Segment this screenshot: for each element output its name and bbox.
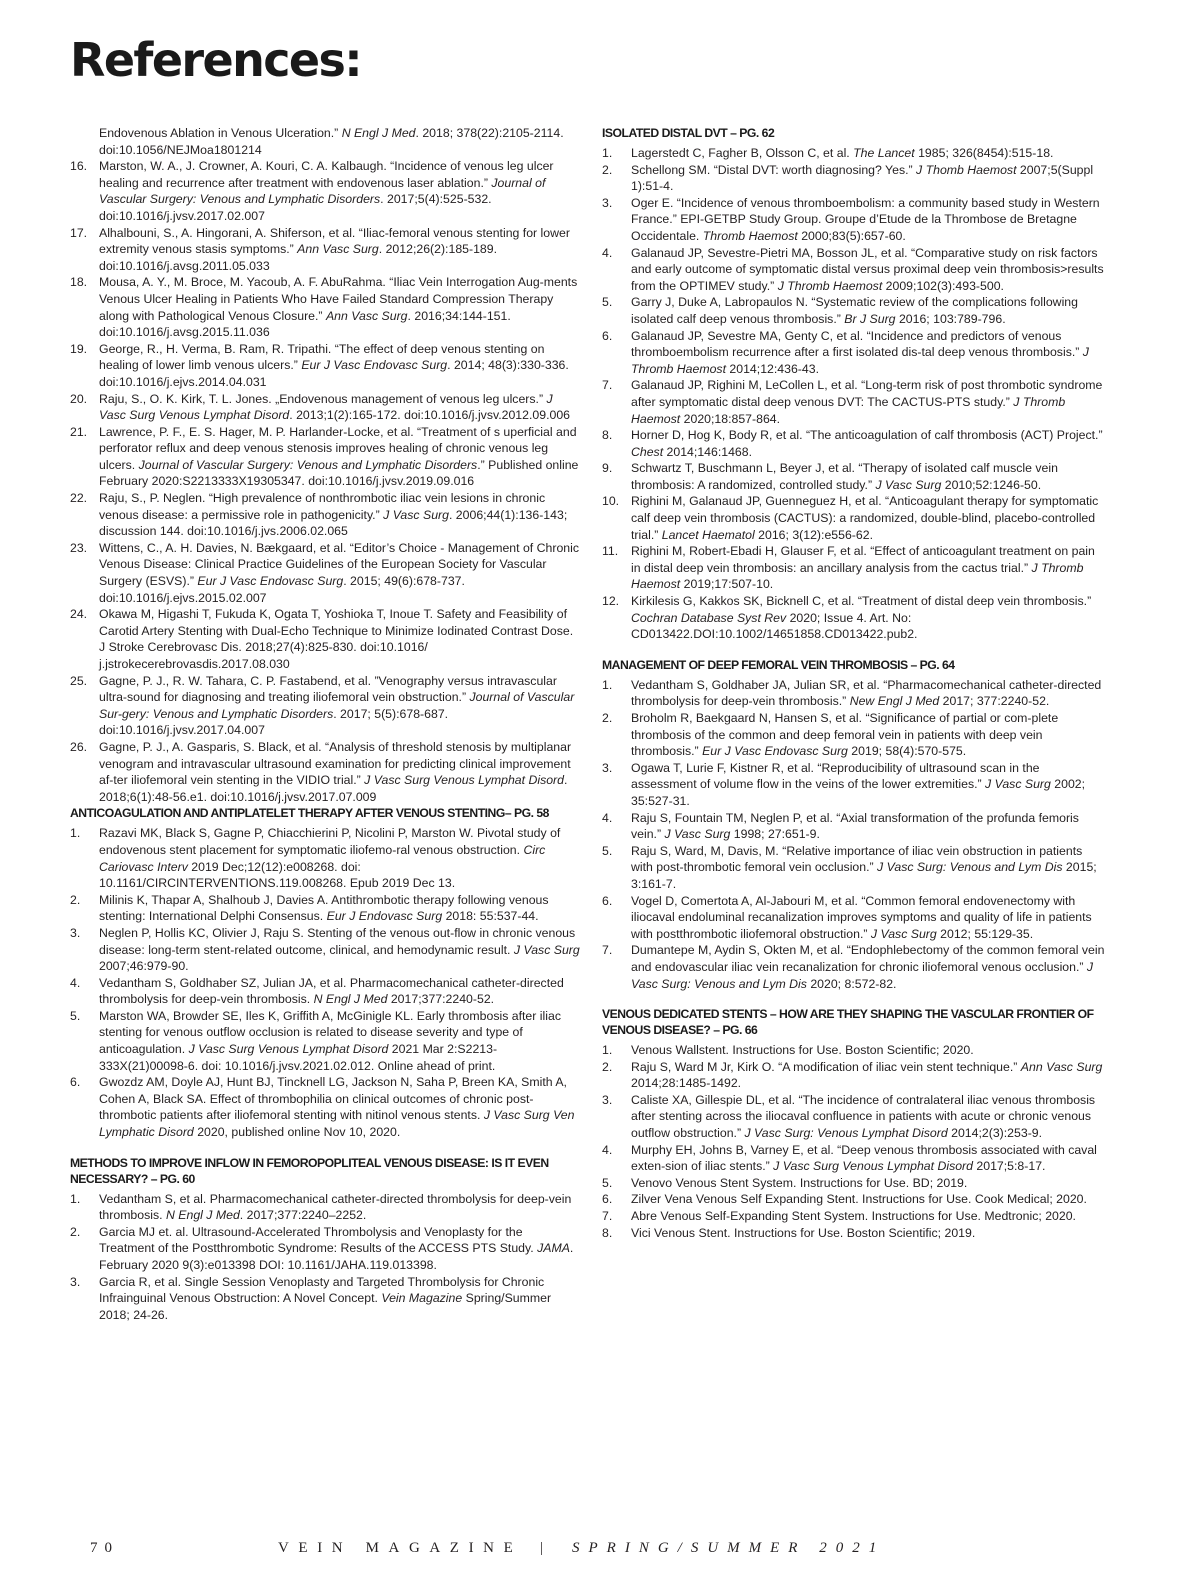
reference-item: [70, 1191, 580, 1224]
continued-reference: [70, 125, 580, 158]
ref-num: 7.: [602, 1209, 613, 1224]
ref-num: 25.: [70, 673, 88, 688]
reference-item: [602, 377, 1107, 427]
ref-text: Ogawa T, Lurie F, Kistner R, et al. “Reproducibility of ultrasound scan in the assessment of volume flow in the veins of the lower extremities.”: [631, 760, 1040, 792]
ref-num: 2.: [70, 1224, 81, 1239]
reference-item: [602, 195, 1107, 245]
reference-item: [602, 145, 1107, 162]
page-title: References:: [70, 33, 362, 87]
ref-text: Vedantham S, et al. Pharmacomechanical catheter-directed thrombolysis for deep-vein thrombosis.: [99, 1191, 572, 1223]
ref-text: Venovo Venous Stent System. Instructions for Use. BD; 2019.: [631, 1175, 968, 1190]
ref-num: 3.: [70, 925, 81, 940]
ref-num: 22.: [70, 491, 88, 506]
ref-num: 1.: [70, 1191, 81, 1206]
ref-journal: The Lancet: [853, 146, 915, 160]
reference-item: [70, 925, 580, 975]
ref-journal: J Vasc Surg Venous Lymphat Disord: [188, 1042, 389, 1057]
ref-num: 1.: [602, 1043, 613, 1058]
ref-journal: J Vasc Surg Ven Lymphatic Disord: [99, 1108, 575, 1140]
ref-num: 5.: [602, 843, 613, 858]
ref-text: Caliste XA, Gillespie DL, et al. “The incidence of contralateral iliac venous thrombosis after stenting across the iliocaval confluence in patients with acute or chronic venous outflow obstruction.”: [631, 1092, 1096, 1141]
right-column: [602, 125, 1107, 1255]
reference-item: [70, 540, 580, 606]
ref-journal: Chest: [631, 444, 664, 459]
reference-item: [602, 162, 1107, 195]
reference-section: [602, 125, 1107, 643]
section-heading: VENOUS DEDICATED STENTS – HOW ARE THEY SHAPING THE VASCULAR FRONTIER OF VENOUS DISEASE? – PG. 66: [602, 1007, 1094, 1038]
magazine-name: VEIN MAGAZINE: [278, 1540, 523, 1556]
right-sections: [602, 125, 1107, 1241]
reference-item: [70, 490, 580, 540]
ref-text: George, R., H. Verma, B. Ram, R. Tripathi. “The effect of deep venous stenting on healing of lower limb venous ulcers.”: [99, 341, 545, 373]
ref-text: . 2018;6(1):48-56.e1. doi:10.1016/j.jvsv.2017.07.009: [99, 773, 568, 804]
page-number: 70: [90, 1540, 119, 1556]
ref-num: 4.: [602, 810, 613, 825]
ref-journal: J Vasc Surg: Venous and Lym Dis: [877, 860, 1063, 875]
ref-text: Garcia R, et al. Single Session Venoplasty and Targeted Thrombolysis for Chronic Infrainguinal Venous Obstruction: A Novel Concept.: [99, 1274, 545, 1306]
ref-num: 3.: [602, 760, 613, 775]
ref-journal: N Engl J Med: [313, 992, 388, 1007]
reference-list: [602, 1042, 1107, 1241]
reference-item: [70, 1074, 580, 1140]
ref-text: Horner D, Hog K, Body R, et al. “The anticoagulation of calf thrombosis (ACT) Project.”: [631, 428, 1103, 443]
ref-text: 2002; 35:527-31.: [631, 777, 1086, 808]
reference-section: [70, 1155, 580, 1324]
ref-text: . 2018; 378(22):2105-2114. doi:10.1056/NEJMoa1801214: [99, 126, 564, 157]
ref-text: Galanaud JP, Sevestre MA, Genty C, et al. “Incidence and predictors of venous thromboembolism recurrence after a first isolated dis-tal deep venous thrombosis.”: [631, 328, 1083, 360]
reference-item: [602, 1191, 1107, 1208]
ref-num: 8.: [602, 428, 613, 443]
ref-text: Garcia MJ et. al. Ultrasound-Accelerated Thrombolysis and Venoplasty for the Treatment of the Postthrombotic Syndrome: Results of the ACCESS PTS Study.: [99, 1224, 538, 1256]
ref-num: 8.: [602, 1225, 613, 1240]
ref-num: 16.: [70, 159, 88, 174]
reference-item: [70, 739, 580, 805]
ref-text: Endovenous Ablation in Venous Ulceration.”: [99, 126, 342, 140]
ref-num: 1.: [70, 826, 81, 841]
ref-text: 2020, published online Nov 10, 2020.: [193, 1125, 401, 1140]
ref-num: 24.: [70, 607, 88, 622]
reference-item: [70, 1224, 580, 1274]
reference-item: [602, 677, 1107, 710]
reference-list: [70, 158, 580, 805]
reference-item: [70, 975, 580, 1008]
reference-item: [602, 810, 1107, 843]
ref-text: 2016; 3(12):e556-62.: [754, 527, 873, 542]
reference-item: [602, 942, 1107, 992]
section-heading: MANAGEMENT OF DEEP FEMORAL VEIN THROMBOSIS – PG. 64: [602, 657, 955, 672]
reference-item: [602, 328, 1107, 378]
ref-text: . 2013;1(2):165-172. doi:10.1016/j.jvsv.2012.09.006: [289, 408, 571, 423]
reference-item: [70, 673, 580, 739]
ref-text: 2014;28:1485-1492.: [631, 1076, 742, 1091]
ref-text: Vici Venous Stent. Instructions for Use. Boston Scientific; 2019.: [631, 1225, 976, 1240]
ref-num: 7.: [602, 943, 613, 958]
reference-item: [70, 341, 580, 391]
ref-text: 2015; 3:161-7.: [631, 860, 1097, 891]
ref-journal: J Vasc Surg: [513, 942, 580, 957]
ref-journal: Thromb Haemost: [702, 228, 798, 243]
ref-num: 6.: [70, 1075, 81, 1090]
left-sections: [70, 805, 580, 1323]
ref-text: 2019; 58(4):570-575.: [847, 744, 967, 759]
ref-text: Venous Wallstent. Instructions for Use. Boston Scientific; 2020.: [631, 1043, 974, 1058]
ref-text: Murphy EH, Johns B, Varney E, et al. “Deep venous thrombosis associated with caval exten-sion of iliac stents.”: [631, 1142, 1097, 1174]
reference-section: [602, 1006, 1107, 1241]
ref-text: Lagerstedt C, Fagher B, Olsson C, et al.: [631, 146, 854, 160]
ref-text: Lawrence, P. F., E. S. Hager, M. P. Harlander-Locke, et al. “Treatment of s uperficial and perforator reflux and deep venous stenosis improves healing of chronic venous leg ulcers.: [99, 424, 577, 472]
ref-journal: J Vasc Surg Venous Lymphat Disord: [773, 1159, 973, 1174]
reference-item: [70, 424, 580, 490]
ref-num: 17.: [70, 225, 88, 240]
ref-text: Milinis K, Thapar A, Shalhoub J, Davies A. Antithrombotic therapy following venous stenting: International Delphi Consensus.: [99, 892, 549, 924]
ref-text: Schwartz T, Buschmann L, Beyer J, et al. “Therapy of isolated calf muscle vein thrombosis: A randomized, controlled study.”: [631, 461, 1058, 492]
ref-journal: J Vasc Surg: [875, 477, 942, 492]
ref-text: Dumantepe M, Aydin S, Okten M, et al. “Endophlebectomy of the common femoral vein and endovascular iliac vein recanalization for chronic iliofemoral venous occlusion.”: [631, 943, 1105, 974]
ref-text: Raju S, Fountain TM, Neglen P, et al. “Axial transformation of the profunda femoris vein.”: [631, 810, 1079, 842]
ref-journal: J Thromb Haemost: [777, 278, 883, 293]
ref-num: 4.: [602, 245, 613, 260]
issue-date: SPRING/SUMMER 2021: [572, 1540, 886, 1556]
ref-num: 3.: [602, 195, 613, 210]
ref-text: Galanaud JP, Sevestre-Pietri MA, Bosson JL, et al. “Comparative study on risk factors and early outcome of symptomatic distal versus proximal deep vein thrombosis>results from the OPTIMEV study.”: [631, 245, 1104, 293]
ref-text: 2010;52:1246-50.: [941, 477, 1042, 492]
reference-item: [602, 1092, 1107, 1142]
ref-text: Broholm R, Baekgaard N, Hansen S, et al. “Significance of partial or com-plete thrombosis of the common and deep femoral vein in patients with deep vein thrombosis.”: [631, 711, 1059, 759]
ref-text: Righini M, Galanaud JP, Guenneguez H, et al. “Anticoagulant therapy for symptomatic calf deep vein thrombosis (CACTUS): a randomized, double-blind, placebo-controlled trial.”: [631, 494, 1099, 542]
reference-list: [70, 1191, 580, 1324]
reference-item: [602, 1175, 1107, 1192]
ref-journal: J Vasc Surg Venous Lymphat Disord: [99, 391, 553, 423]
ref-text: Mousa, A. Y., M. Broce, M. Yacoub, A. F. AbuRahma. “Iliac Vein Interrogation Aug-ments Venous Ulcer Healing in Patients Who Have Failed Standard Compression Therapy along with Pathological Venous Closure.”: [99, 275, 578, 323]
ref-journal: Journal of Vascular Surgery: Venous and Lymphatic Disorders: [99, 175, 546, 207]
ref-text: Gwozdz AM, Doyle AJ, Hunt BJ, Tincknell LG, Jackson N, Saha P, Breen KA, Smith A, Cohen A, Black SA. Effect of thrombophilia on clinical outcomes of chronic post-thrombotic patients after iliofemoral stenting with nitinol venous stents.: [99, 1075, 567, 1123]
ref-journal: N Engl J Med: [341, 126, 416, 140]
ref-text: Kirkilesis G, Kakkos SK, Bicknell C, et al. “Treatment of distal deep vein thrombosis.”: [631, 594, 1092, 609]
reference-item: [602, 427, 1107, 460]
ref-journal: Journal of Vascular Surgery: Venous and Lymphatic Disorders: [138, 457, 478, 472]
ref-journal: Circ Cariovasc Interv: [99, 842, 546, 874]
ref-text: Alhalbouni, S., A. Hingorani, A. Shiferson, et al. “Iliac-femoral venous stenting for lower extremity venous stasis symptoms.”: [99, 225, 570, 257]
ref-text: Raju S, Ward, M, Davis, M. “Relative importance of iliac vein obstruction in patients with post-thrombotic femoral vein occlusion.”: [631, 843, 1083, 875]
ref-text: . 2017;377:2240–2252.: [239, 1208, 367, 1223]
ref-text: 2017; 377:2240-52.: [939, 694, 1050, 709]
ref-text: 2020; Issue 4. Art. No: CD013422.DOI:10.1002/14651858.CD013422.pub2.: [631, 610, 918, 642]
ref-text: Wittens, C., A. H. Davies, N. Bækgaard, et al. “Editor’s Choice - Management of Chronic Venous Disease: Clinical Practice Guidelines of the European Society for Vascular Surgery (ESVS).”: [99, 540, 579, 589]
ref-num: 2.: [70, 892, 81, 907]
ref-journal: J Vasc Surg: [383, 507, 449, 522]
reference-list: [70, 825, 580, 1140]
ref-num: 19.: [70, 341, 88, 356]
ref-text: Gagne, P. J., R. W. Tahara, C. P. Fastabend, et al. ”Venography versus intravascular ultra-sound for diagnosing and treating iliofemoral vein obstruction.”: [99, 673, 557, 705]
ref-journal: Eur J Vasc Endovasc Surg: [301, 358, 448, 373]
reference-item: [70, 606, 580, 672]
ref-num: 9.: [602, 461, 613, 476]
ref-text: 2019;17:507-10.: [680, 577, 774, 592]
ref-num: 4.: [602, 1142, 613, 1157]
ref-num: 5.: [602, 1175, 613, 1190]
ref-text: 2021 Mar 2:S2213-333X(21)00098-6. doi: 10.1016/j.jvsv.2021.02.012. Online ahead of print.: [99, 1042, 498, 1073]
ref-num: 1.: [602, 677, 613, 692]
reference-item: [602, 1059, 1107, 1092]
reference-item: [602, 1208, 1107, 1225]
ref-text: Raju, S., P. Neglen. “High prevalence of nonthrombotic iliac vein lesions in chronic venous disease: a permissive role in pathogenicity.”: [99, 491, 546, 522]
ref-text: Raju S, Ward M Jr, Kirk O. “A modification of iliac vein stent technique.”: [631, 1059, 1021, 1074]
reference-item: [602, 1042, 1107, 1059]
ref-num: 20.: [70, 391, 88, 406]
ref-journal: Br J Surg: [844, 311, 896, 326]
reference-item: [70, 225, 580, 275]
reference-item: [602, 294, 1107, 327]
ref-text: 2020;18:857-864.: [680, 411, 781, 426]
reference-item: [602, 543, 1107, 593]
ref-num: 11.: [602, 544, 619, 559]
ref-journal: J Vasc Surg Venous Lymphat Disord: [364, 773, 564, 788]
ref-journal: Eur J Vasc Endovasc Surg: [702, 744, 848, 759]
reference-item: [602, 710, 1107, 760]
ref-num: 2.: [602, 1059, 613, 1074]
ref-journal: Cochran Database Syst Rev: [631, 610, 787, 625]
ref-journal: Ann Vasc Surg: [325, 308, 408, 323]
reference-list: [602, 677, 1107, 992]
ref-journal: J Vasc Surg: [664, 827, 731, 842]
ref-num: 6.: [602, 893, 613, 908]
ref-text: . 2017; 5(5):678-687. doi:10.1016/j.jvsv.2017.04.007: [99, 706, 449, 738]
ref-journal: J Vasc Surg: [985, 777, 1051, 792]
ref-journal: Lancet Haematol: [661, 527, 755, 542]
ref-text: . 2012;26(2):185-189. doi:10.1016/j.avsg.2011.05.033: [99, 242, 498, 273]
ref-text: Vedantham S, Goldhaber SZ, Julian JA, et al. Pharmacomechanical catheter-directed thrombolysis for deep-vein thrombosis.: [99, 975, 564, 1007]
ref-num: 6.: [602, 1192, 613, 1207]
ref-text: 2017;377:2240-52.: [387, 992, 495, 1007]
ref-text: Righini M, Robert-Ebadi H, Glauser F, et al. “Effect of anticoagulant treatment on pain in distal deep vein thrombosis: an ancillary analysis from the cactus trial.”: [631, 544, 1095, 575]
reference-section: [602, 657, 1107, 992]
ref-num: 21.: [70, 424, 88, 439]
ref-text: . 2006;44(1):136-143; discussion 144. doi:10.1016/j.jvs.2006.02.065: [99, 507, 568, 539]
ref-num: 2.: [602, 711, 613, 725]
ref-num: 23.: [70, 540, 88, 555]
ref-text: Marston WA, Browder SE, Iles K, Griffith A, McGinigle KL. Early thrombosis after iliac stenting for venous outflow occlusion is related to disease severity and type of anticoagulation.: [99, 1008, 561, 1057]
ref-num: 3.: [602, 1092, 613, 1107]
ref-text: 1998; 27:651-9.: [730, 827, 820, 842]
reference-item: [602, 460, 1107, 493]
ref-num: 6.: [602, 328, 613, 343]
ref-text: 2016; 103:789-796.: [895, 311, 1006, 326]
ref-text: Spring/Summer 2018; 24-26.: [99, 1291, 552, 1322]
reference-item: [602, 893, 1107, 943]
ref-text: . 2017;5(4):525-532. doi:10.1016/j.jvsv.2017.02.007: [99, 192, 492, 223]
ref-text: 2014;2(3):253-9.: [947, 1126, 1043, 1141]
ref-text: . 2016;34:144-151. doi:10.1016/j.avsg.2015.11.036: [99, 308, 511, 340]
left-column: [70, 125, 580, 1337]
reference-item: [70, 391, 580, 424]
ref-num: 7.: [602, 378, 613, 393]
ref-text: Vogel D, Comertota A, Al-Jabouri M, et al. “Common femoral endovenectomy with iliocaval endoluminal recanalization improves symptoms and quality of life in patients with postthrombotic iliofemoral obstruction.”: [631, 893, 1092, 941]
ref-text: 2014;146:1468.: [663, 444, 753, 459]
ref-text: 2012; 55:129-35.: [936, 926, 1034, 941]
ref-text: Gagne, P. J., A. Gasparis, S. Black, et al. “Analysis of threshold stenosis by multiplanar venogram and intravascular ultrasound examination for predicting clinical improvement af-ter iliofemoral vein stenting in the VIDIO trial.”: [99, 739, 572, 788]
reference-item: [602, 760, 1107, 810]
ref-journal: Ann Vasc Surg: [297, 242, 379, 257]
ref-journal: N Engl J Med: [165, 1208, 240, 1223]
ref-num: 4.: [70, 975, 81, 990]
ref-text: Abre Venous Self-Expanding Stent System. Instructions for Use. Medtronic; 2020.: [631, 1209, 1076, 1224]
ref-journal: J Thomb Haemost: [916, 162, 1017, 177]
ref-text: 2014;12:436-43.: [726, 361, 819, 376]
ref-text: 2020; 8:572-82.: [806, 976, 897, 991]
ref-journal: Eur J Vasc Endovasc Surg: [197, 574, 344, 589]
reference-section: [70, 805, 580, 1140]
ref-journal: J Vasc Surg: Venous Lymphat Disord: [744, 1126, 948, 1141]
ref-journal: Vein Magazine: [381, 1291, 463, 1306]
ref-journal: JAMA: [537, 1241, 570, 1256]
ref-text: Vedantham S, Goldhaber JA, Julian SR, et al. “Pharmacomechanical catheter-directed thrombolysis for deep-vein thrombosis.”: [631, 677, 1102, 709]
ref-text: 2000;83(5):657-60.: [797, 228, 906, 243]
ref-journal: Ann Vasc Surg: [1020, 1059, 1103, 1074]
ref-text: Marston, W. A., J. Crowner, A. Kouri, C. A. Kalbaugh. “Incidence of venous leg ulcer healing and recurrence after treatment with endovenous laser ablation.”: [99, 159, 554, 190]
ref-text: 2017;5:8-17.: [972, 1159, 1046, 1174]
reference-item: [602, 1225, 1107, 1242]
ref-text: 2009;102(3):493-500.: [882, 278, 1004, 293]
ref-text: 2018: 55:537-44.: [442, 909, 539, 924]
ref-text: Galanaud JP, Righini M, LeCollen L, et al. “Long-term risk of post thrombotic syndrome after symptomatic distal deep venous DVT: The CACTUS-PTS study.”: [631, 378, 1103, 409]
ref-num: 2.: [602, 162, 613, 177]
ref-num: 12.: [602, 594, 620, 609]
ref-text: 1985; 326(8454):515-18.: [914, 146, 1054, 160]
ref-num: 5.: [70, 1008, 81, 1023]
ref-journal: J Vasc Surg: [870, 926, 937, 941]
ref-text: Oger E. “Incidence of venous thromboembolism: a community based study in Western France.” EPI-GETBP Study Group. Groupe d’Etude de la Thrombose de Bretagne Occidentale.: [631, 195, 1100, 243]
reference-item: [70, 1274, 580, 1324]
reference-list: [602, 145, 1107, 643]
ref-num: 1.: [602, 146, 613, 160]
ref-text: Zilver Vena Venous Self Expanding Stent. Instructions for Use. Cook Medical; 2020.: [631, 1192, 1087, 1207]
ref-num: 10.: [602, 494, 620, 509]
ref-journal: J Thromb Haemost: [631, 394, 1066, 426]
reference-item: [70, 158, 580, 224]
ref-journal: Journal of Vascular Sur-gery: Venous and Lymphatic Disorders: [99, 690, 575, 721]
ref-text: . February 2020 9(3):e013398 DOI: 10.1161/JAHA.119.013398.: [99, 1241, 574, 1272]
ref-num: 3.: [70, 1274, 81, 1289]
ref-text: . 2014; 48(3):330-336. doi:10.1016/j.ejvs.2014.04.031: [99, 358, 569, 389]
reference-item: [70, 892, 580, 925]
ref-text: 2019 Dec;12(12):e008268. doi: 10.1161/CIRCINTERVENTIONS.119.008268. Epub 2019 Dec 13.: [99, 859, 456, 891]
ref-journal: Eur J Endovasc Surg: [326, 909, 443, 924]
ref-text: Neglen P, Hollis KC, Olivier J, Raju S. Stenting of the venous out-flow in chronic venous disease: long-term stent-related outcome, clinical, and hemodynamic result.: [99, 925, 576, 957]
reference-item: [70, 825, 580, 891]
ref-text: Razavi MK, Black S, Gagne P, Chiacchierini P, Nicolini P, Marston W. Pivotal study of endovenous stent placement for symptomatic iliofemo-ral venous obstruction.: [99, 826, 561, 857]
reference-item: [602, 843, 1107, 893]
section-heading: METHODS TO IMPROVE INFLOW IN FEMOROPOPLITEAL VENOUS DISEASE: IS IT EVEN NECESSARY? – PG. 60: [70, 1155, 549, 1186]
section-heading: ANTICOAGULATION AND ANTIPLATELET THERAPY AFTER VENOUS STENTING– PG. 58: [70, 806, 549, 821]
ref-journal: J Vasc Surg: Venous and Lym Dis: [631, 959, 1094, 991]
ref-journal: J Thromb Haemost: [631, 345, 1089, 376]
ref-num: 5.: [602, 295, 613, 310]
reference-item: [602, 1142, 1107, 1175]
reference-item: [70, 1008, 580, 1074]
ref-text: Schellong SM. “Distal DVT: worth diagnosing? Yes.”: [631, 162, 917, 177]
ref-text: Raju, S., O. K. Kirk, T. L. Jones. „Endovenous management of venous leg ulcers.”: [99, 391, 547, 406]
ref-num: 26.: [70, 739, 88, 754]
reference-item: [602, 245, 1107, 295]
ref-text: 2007;5(Suppl 1):51-4.: [631, 162, 1094, 194]
reference-item: [602, 493, 1107, 543]
ref-journal: New Engl J Med: [849, 694, 940, 709]
ref-num: 18.: [70, 275, 88, 290]
ref-text: Okawa M, Higashi T, Fukuda K, Ogata T, Yoshioka T, Inoue T. Safety and Feasibility of Carotid Artery Stenting with Dual-Echo Technique to Minimize Iodinated Contrast Dose. J Stroke Cerebrovasc Dis. 2018;27(4):825-830. doi:10.1016/ j.jstrokecerebrovasdis.2017.08.030: [99, 607, 574, 671]
ref-text: Garry J, Duke A, Labropaulos N. “Systematic review of the complications following isolated calf deep venous thrombosis.”: [631, 295, 1078, 326]
ref-text: .” Published online February 2020:S2213333X19305347. doi:10.1016/j.jvsv.2019.09.016: [99, 457, 579, 489]
reference-item: [70, 274, 580, 340]
footer-separator: |: [540, 1540, 544, 1556]
ref-text: 2007;46:979-90.: [99, 959, 189, 974]
reference-item: [602, 593, 1107, 643]
section-heading: ISOLATED DISTAL DVT – PG. 62: [602, 126, 775, 140]
ref-text: . 2015; 49(6):678-737. doi:10.1016/j.ejvs.2015.02.007: [99, 574, 465, 605]
ref-journal: J Thromb Haemost: [631, 560, 1084, 592]
